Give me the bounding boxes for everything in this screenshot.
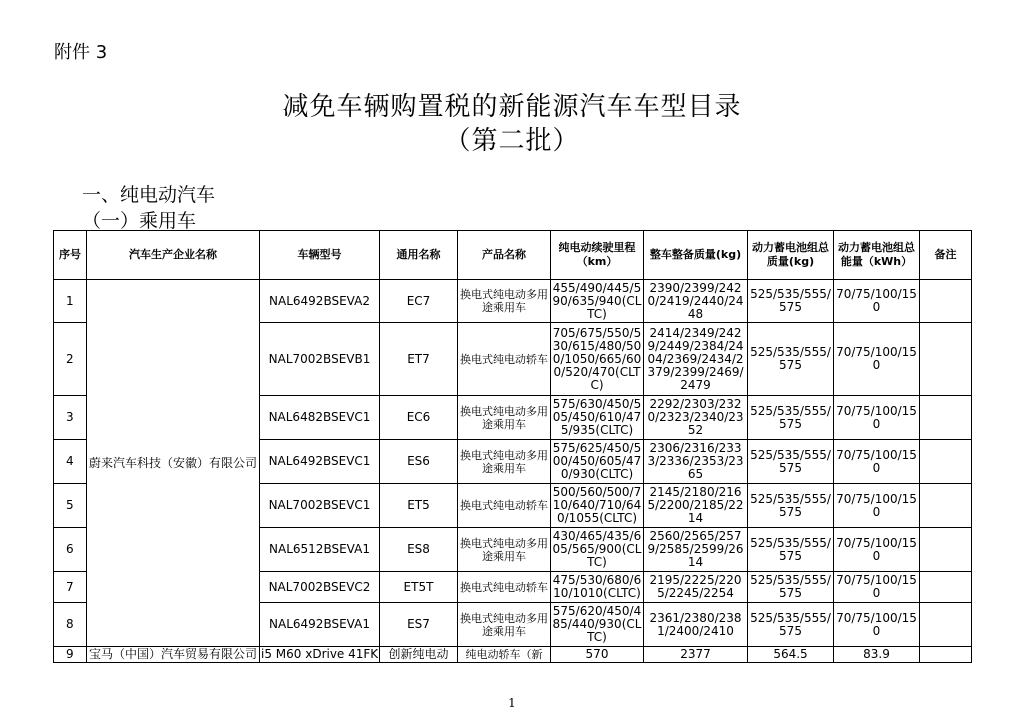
cell-mass: 2414/2349/2429/2449/2384/2404/2369/2434/2379/2399/2469/2479 [644,323,748,396]
cell-battery-mass: 525/535/555/575 [748,572,834,603]
cell-range: 705/675/550/530/615/480/500/1050/665/600/520/470(CLTC) [551,323,644,396]
cell-battery-mass: 525/535/555/575 [748,280,834,323]
header-mass: 整车整备质量(kg) [644,231,748,280]
cell-battery-energy: 70/75/100/150 [834,440,920,484]
cell-remark [920,323,972,396]
cell-battery-energy: 70/75/100/150 [834,396,920,440]
cell-range: 575/625/450/500/450/605/470/930(CLTC) [551,440,644,484]
cell-product: 换电式纯电动多用途乘用车 [458,528,551,572]
cell-product: 换电式纯电动多用途乘用车 [458,396,551,440]
cell-battery-mass: 525/535/555/575 [748,528,834,572]
cell-mass: 2195/2225/2205/2245/2254 [644,572,748,603]
cell-range: 570 [551,647,644,663]
section-heading: 一、纯电动汽车 [82,184,216,206]
cell-battery-energy: 70/75/100/150 [834,528,920,572]
cell-product: 换电式纯电动多用途乘用车 [458,280,551,323]
cell-common-name: ES8 [380,528,458,572]
cell-remark [920,603,972,647]
cell-company: 蔚来汽车科技（安徽）有限公司 [87,280,260,647]
cell-battery-mass: 564.5 [748,647,834,663]
cell-remark [920,440,972,484]
cell-remark [920,280,972,323]
table-row [54,647,972,663]
cell-mass: 2292/2303/2320/2323/2340/2352 [644,396,748,440]
cell-seq: 6 [54,528,87,572]
header-battery-energy: 动力蓄电池组总能量（kWh） [834,231,920,280]
subsection-heading: （一）乘用车 [82,210,197,232]
cell-remark [920,647,972,663]
cell-battery-mass: 525/535/555/575 [748,484,834,528]
cell-battery-mass: 525/535/555/575 [748,603,834,647]
cell-mass: 2361/2380/2381/2400/2410 [644,603,748,647]
cell-seq: 8 [54,603,87,647]
cell-battery-energy: 70/75/100/150 [834,323,920,396]
cell-battery-energy: 83.9 [834,647,920,663]
cell-battery-mass: 525/535/555/575 [748,440,834,484]
cell-common-name: EC7 [380,280,458,323]
cell-range: 500/560/500/710/640/710/640/1055(CLTC) [551,484,644,528]
cell-product: 换电式纯电动轿车 [458,484,551,528]
cell-common-name: 创新纯电动 [380,647,458,663]
cell-seq: 1 [54,280,87,323]
cell-common-name: ET7 [380,323,458,396]
cell-range: 575/630/450/505/450/610/475/935(CLTC) [551,396,644,440]
cell-remark [920,528,972,572]
header-battery-mass: 动力蓄电池组总质量(kg) [748,231,834,280]
cell-range: 430/465/435/605/565/900(CLTC) [551,528,644,572]
cell-model: NAL6482BSEVC1 [260,396,380,440]
cell-model: i5 M60 xDrive 41FK [261,647,379,661]
cell-seq: 9 [54,647,87,663]
header-common-name: 通用名称 [380,231,458,280]
cell-battery-mass: 525/535/555/575 [748,396,834,440]
table-row [54,280,972,323]
cell-seq: 4 [54,440,87,484]
cell-model: NAL6512BSEVA1 [260,528,380,572]
cell-remark [920,396,972,440]
cell-seq: 3 [54,396,87,440]
cell-product: 换电式纯电动多用途乘用车 [458,440,551,484]
cell-battery-energy: 70/75/100/150 [834,280,920,323]
cell-mass: 2390/2399/2420/2419/2440/2448 [644,280,748,323]
cell-battery-energy: 70/75/100/150 [834,484,920,528]
page-number: 1 [508,696,516,710]
header-remark: 备注 [920,231,972,280]
cell-mass: 2145/2180/2165/2200/2185/2214 [644,484,748,528]
cell-range: 475/530/680/610/1010(CLTC) [551,572,644,603]
attachment-label: 附件 3 [54,42,108,63]
cell-battery-energy: 70/75/100/150 [834,572,920,603]
cell-model: NAL6492BSEVA1 [260,603,380,647]
cell-mass: 2377 [644,647,748,663]
header-model: 车辆型号 [260,231,380,280]
header-product-name: 产品名称 [458,231,551,280]
cell-common-name: EC6 [380,396,458,440]
document-subtitle: （第二批） [444,126,580,156]
table-header-row [54,231,972,280]
cell-range: 455/490/445/590/635/940(CLTC) [551,280,644,323]
cell-model: NAL6492BSEVC1 [260,440,380,484]
cell-model: NAL6492BSEVA2 [260,280,380,323]
cell-common-name: ES7 [380,603,458,647]
cell-product: 换电式纯电动多用途乘用车 [458,603,551,647]
cell-common-name: ET5T [380,572,458,603]
cell-common-name: ES6 [380,440,458,484]
header-seq: 序号 [54,231,87,280]
cell-seq: 2 [54,323,87,396]
cell-product: 纯电动轿车（新 [458,647,551,663]
cell-product: 换电式纯电动轿车 [458,323,551,396]
cell-common-name: ET5 [380,484,458,528]
cell-company: 宝马（中国）汽车贸易有限公司 [87,647,260,663]
cell-model: NAL7002BSEVC2 [260,572,380,603]
cell-product: 换电式纯电动轿车 [458,572,551,603]
cell-range: 575/620/450/485/440/930(CLTC) [551,603,644,647]
cell-mass: 2306/2316/2333/2336/2353/2365 [644,440,748,484]
header-range: 纯电动续驶里程（km） [551,231,644,280]
cell-model: NAL7002BSEVC1 [260,484,380,528]
header-company: 汽车生产企业名称 [87,231,260,280]
cell-model: NAL7002BSEVB1 [260,323,380,396]
cell-remark [920,484,972,528]
cell-seq: 7 [54,572,87,603]
cell-battery-mass: 525/535/555/575 [748,323,834,396]
cell-mass: 2560/2565/2579/2585/2599/2614 [644,528,748,572]
cell-remark [920,572,972,603]
cell-battery-energy: 70/75/100/150 [834,603,920,647]
document-title: 减免车辆购置税的新能源汽车车型目录 [282,92,742,122]
vehicle-catalog-table [53,230,972,663]
cell-seq: 5 [54,484,87,528]
